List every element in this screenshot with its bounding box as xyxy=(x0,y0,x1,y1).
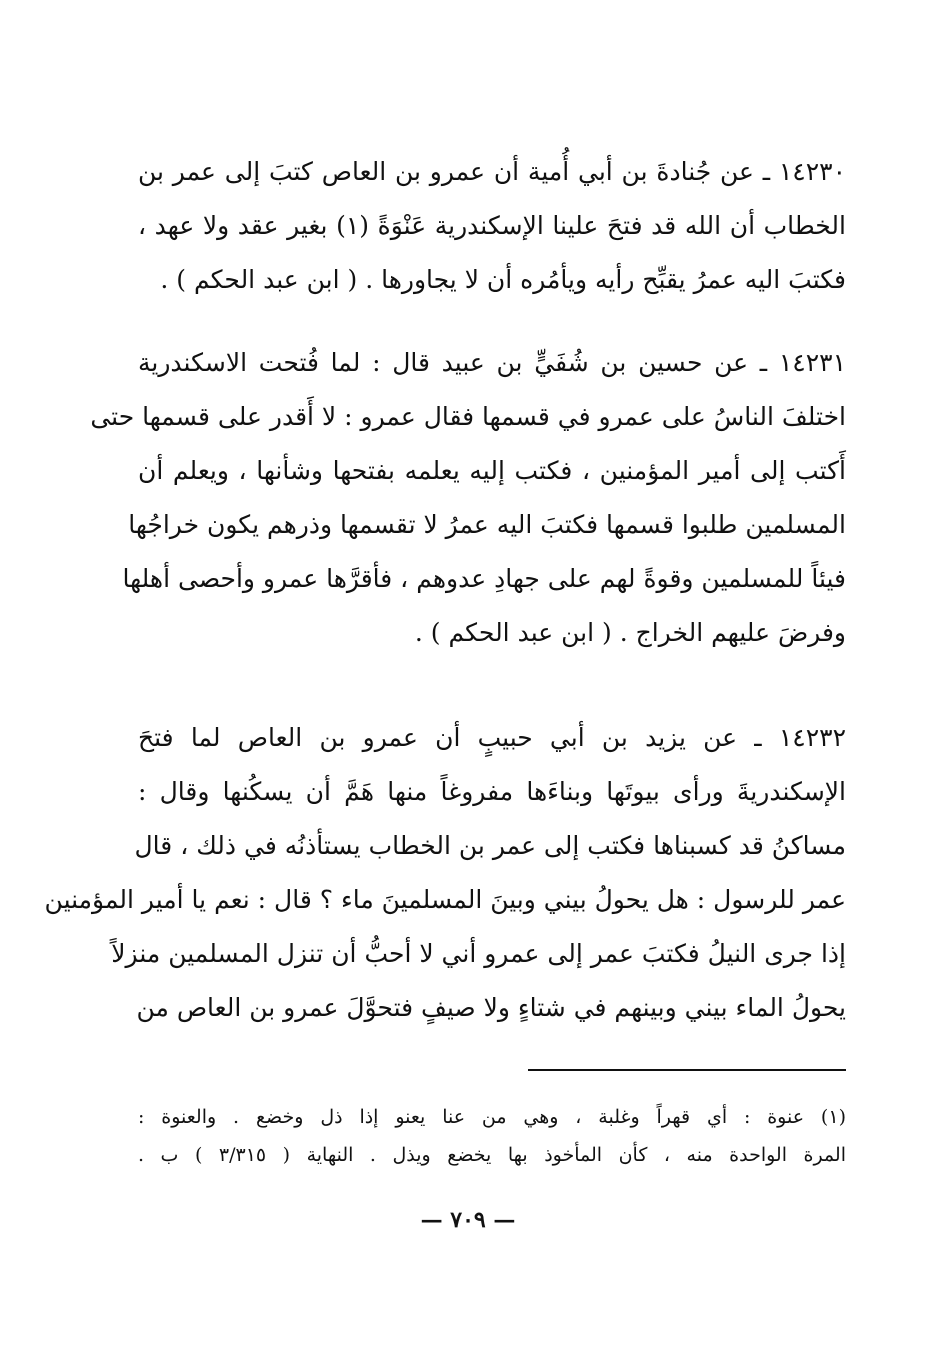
paragraph-line: الخطاب أن الله قد فتحَ علينا الإسكندرية عَنْوَةً (١) بغير عقد ولا عهد ، xyxy=(138,211,846,240)
paragraph-line: وفرضَ عليهم الخراج . ( ابن عبد الحكم ) . xyxy=(414,618,846,647)
paragraph-line: إذا جرى النيلُ فكتبَ عمر إلى عمرو أني لا أحبُّ أن تنزل المسلمين منزلاً xyxy=(111,939,846,968)
paragraph-line: ١٤٢٣٠ ـ عن جُنادةَ بن أبي أُمية أن عمرو بن العاص كتبَ إلى عمر بن xyxy=(138,157,846,186)
paragraph-line: الإسكندريةَ ورأى بيوتَها وبناءَها مفروغاً منها هَمَّ أن يسكُنها وقال : xyxy=(138,777,846,806)
paragraph-line: مساكنُ قد كسبناها فكتب إلى عمر بن الخطاب يستأذنُه في ذلك ، قال xyxy=(134,831,846,860)
footnote xyxy=(138,1098,846,1174)
paragraph-line: عمر للرسول : هل يحولُ بيني وبينَ المسلمينَ ماء ؟ قال : نعم يا أمير المؤمنين xyxy=(44,885,846,914)
paragraph-line: اختلفَ الناسُ على عمرو في قسمها فقال عمرو : لا أَقدر على قسمها حتى xyxy=(90,402,846,431)
footnote-line: المرة الواحدة منه ، كأن المأخوذ بها يخضع ويذل . النهاية ( ٣/٣١٥ ) ب . xyxy=(138,1144,846,1166)
paragraph-line: فيئاً للمسلمين وقوةً لهم على جهادِ عدوهم ، فأقرَّها عمرو وأحصى أهلها xyxy=(122,564,846,593)
hadith-paragraph-14232 xyxy=(44,711,846,1035)
footnote-line: (١) عنوة : أي قهراً وغلبة ، وهي من عنا يعنو إذا ذل وخضع . والعنوة : xyxy=(138,1106,846,1128)
paragraph-line: ١٤٢٣١ ـ عن حسين بن شُفَيٍّ بن عبيد قال : لما فُتحت الاسكندرية xyxy=(138,348,846,377)
paragraph-line: يحولُ الماء بيني وبينهم في شتاءٍ ولا صيفٍ فتحوَّلَ عمرو بن العاص من xyxy=(136,993,846,1022)
footnote-divider xyxy=(528,1069,846,1071)
paragraph-line: المسلمين طلبوا قسمها فكتبَ اليه عمرُ لا تقسمها وذرهم يكون خراجُها xyxy=(128,510,846,539)
page-number: — ٧٠٩ — xyxy=(420,1207,516,1233)
paragraph-line: فكتبَ اليه عمرُ يقبِّح رأيه ويأمُره أن لا يجاورها . ( ابن عبد الحكم ) . xyxy=(160,265,846,294)
hadith-paragraph-14231 xyxy=(90,336,846,660)
paragraph-line: ١٤٢٣٢ ـ عن يزيد بن أبي حبيبٍ أن عمرو بن العاص لما فتحَ xyxy=(138,723,846,752)
hadith-paragraph-14230 xyxy=(138,145,846,307)
paragraph-line: أَكتب إلى أمير المؤمنين ، فكتب إليه يعلمه بفتحها وشأنها ، ويعلم أن xyxy=(138,456,846,485)
